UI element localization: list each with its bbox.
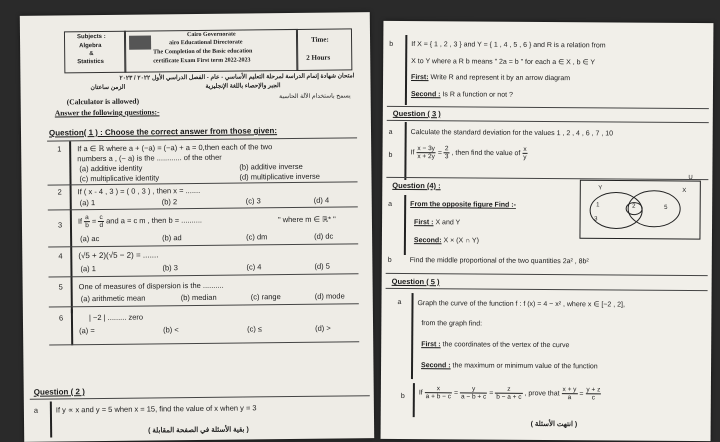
q4-first: First : X and Y: [414, 219, 461, 227]
venn-element-2: 2: [632, 203, 636, 210]
q1-item-4-number: 4: [58, 251, 63, 261]
fraction-x: $\frac{x}{a + b - c}$: [425, 385, 452, 401]
q5-second: Second : the maximum or minimum value of the function: [421, 362, 598, 371]
q4-b-text: Find the middle proportional of the two quantities 2a² , 8b²: [409, 257, 589, 266]
q4-title: Question (4) :: [392, 180, 441, 191]
subject-3: Statistics: [77, 58, 104, 66]
q5-a-text: Graph the curve of the function f : f (x) = 4 − x² , where x ∈ [−2 , 2],: [417, 300, 625, 309]
q5-a-text2: from the graph find:: [421, 320, 483, 328]
q1-item-1-opt-a: (a) additive identity: [79, 163, 143, 174]
fraction-y: $\frac{y}{a - b + c}$: [460, 385, 487, 401]
q1-item-6-opt-d: (d) >: [315, 323, 331, 333]
q1-item-2-text: If ( x - 4 , 3 ) = ( 0 , 3 ) , then x = .......: [77, 185, 201, 197]
q1-item-3-opt-a: (a) ac: [80, 234, 100, 244]
subject-2: &: [89, 51, 94, 58]
q1-item-3-where: " where m ∈ ℝ* ": [277, 214, 336, 225]
q1-item-5-opt-b: (b) median: [180, 292, 217, 303]
q1-item-6-text: | −2 | ......... zero: [88, 312, 144, 323]
exam-page-right: [381, 21, 714, 441]
arabic-subject: الجبر والإحصاء باللغة الإنجليزية: [205, 83, 281, 90]
q1-item-3-stem: If $\frac{a}{b}$ = $\frac{c}{d}$ and a = c m , then b = ..........: [77, 213, 203, 230]
left-footer-note: ( بقية الأسئلة في الصفحة المقابلة ): [148, 426, 249, 435]
subjects-box: [64, 31, 126, 74]
q1-item-3-opt-b: (b) ad: [162, 233, 182, 243]
q5-first: First : the coordinates of the vertex of the curve: [421, 341, 570, 350]
venn-label-x: X: [682, 187, 687, 194]
fraction-z: $\frac{z}{b - a + c}$: [496, 385, 522, 401]
q5-b-label: b: [400, 392, 405, 401]
q1-item-5-text: One of measures of dispersion is the ..........: [78, 280, 224, 292]
q1-item-5-opt-d: (d) mode: [314, 291, 345, 301]
q2-title: Question ( 2 ): [33, 387, 85, 397]
venn-element-5: 5: [664, 204, 668, 211]
q1-item-1-text2: numbers a , (− a) is the ............ of the other: [77, 152, 222, 164]
completion-line: The Completion of the Basic education: [153, 48, 253, 56]
q1-item-2-opt-c: (c) 3: [245, 196, 261, 206]
q4-a-text: From the opposite figure Find :-: [410, 201, 516, 209]
q4-second: Second: X × (X ∩ Y): [413, 237, 479, 245]
fraction-q3-right: $\frac{2}{3}$: [444, 145, 449, 161]
arabic-time: الزمن ساعتان: [90, 84, 126, 92]
venn-set-y: [590, 192, 642, 228]
directorate: airo Educational Directorate: [169, 39, 243, 47]
right-footer-note: ( انتهت الأسئلة ): [530, 420, 578, 429]
fraction-q3-left: $\frac{x - 3y}{x + 2y}$: [417, 145, 435, 161]
q4-a-label: a: [388, 200, 393, 208]
venn-element-3: 3: [594, 216, 598, 223]
q1-item-4-text: (√5 + 2)(√5 − 2) = .......: [78, 250, 159, 261]
venn-label-y: Y: [598, 185, 603, 192]
q1-item-1-opt-b: (b) additive inverse: [239, 161, 303, 172]
q1-item-3-opt-d: (d) dc: [314, 231, 334, 241]
q5-a-label: a: [397, 298, 402, 306]
venn-label-u: U: [688, 174, 693, 182]
fraction-a-over-b: $\frac{a}{b}$: [85, 214, 89, 230]
arabic-title: امتحان شهادة إتمام الدراسة لمرحلة التعليم الأساسي - عام - الفصل الدراسي الأول ٢٠٢٢ / ٢٠٢٣: [119, 73, 355, 82]
q3-title: Question ( 3 ): [392, 108, 441, 119]
q1-item-3-number: 3: [57, 220, 63, 230]
title-box: [124, 29, 298, 73]
q1-title: Question( 1 ) : Choose the correct answer from those given:: [48, 126, 278, 138]
q1-item-5-opt-c: (c) range: [250, 292, 281, 302]
subject-1: Algebra: [79, 42, 102, 50]
q5-title: Question ( 5 ): [391, 276, 440, 287]
emblem-icon: [129, 35, 151, 49]
venn-element-1: 1: [596, 202, 600, 209]
q1-item-1-text: If a ∈ ℝ where a + (−a) = (−a) + a = 0,then each of the two: [77, 142, 273, 154]
q1-item-1-opt-d: (d) multiplicative inverse: [239, 171, 320, 182]
q1-item-1-number: 1: [57, 144, 62, 154]
q1-item-2-opt-a: (a) 1: [79, 198, 96, 208]
q5-b-text: If $\frac{x}{a + b - c}$ = $\frac{y}{a - b + c}$ = $\frac{z}{b - a + c}$ , prove that $\frac{x + y}{a}$ = $\frac{y + z}{c}$: [418, 385, 601, 402]
q1-item-4-opt-d: (d) 5: [314, 261, 330, 271]
q2-b-first: First: Write R and represent it by an arrow diagram: [411, 74, 571, 83]
q2-b-line1: If X = { 1 , 2 , 3 } and Y = { 1 , 4 , 5 , 6 } and R is a relation from: [411, 41, 606, 50]
q1-item-5-number: 5: [58, 282, 63, 292]
q3-b-label: b: [388, 151, 393, 159]
q2-b-label: b: [389, 40, 394, 48]
fraction-prove-right: $\frac{y + z}{c}$: [586, 386, 601, 402]
arabic-calc-note: يسمح باستخدام الآلة الحاسبة: [279, 93, 351, 101]
q1-item-6-opt-b: (b) <: [163, 325, 179, 335]
subjects-label: Subjects :: [76, 33, 106, 41]
fraction-x-over-y: $\frac{x}{y}$: [523, 145, 527, 161]
q1-item-6-number: 6: [58, 313, 64, 323]
q1-item-6-opt-a: (a) =: [79, 326, 95, 336]
q1-item-4-opt-b: (b) 3: [162, 263, 178, 273]
q1-item-2-opt-d: (d) 4: [313, 195, 330, 205]
q1-item-2-opt-b: (b) 2: [161, 197, 178, 207]
q1-item-3-opt-c: (c) dm: [246, 232, 268, 242]
venn-set-x: [628, 191, 680, 227]
fraction-c-over-d: $\frac{c}{d}$: [99, 213, 104, 230]
time-box: [296, 28, 352, 71]
q1-item-1-opt-c: (c) multiplicative identity: [79, 173, 160, 184]
q1-item-6-opt-c: (c) ≤: [247, 324, 263, 334]
time-label: Time:: [311, 35, 329, 44]
fraction-prove-left: $\frac{x + y}{a}$: [562, 386, 577, 402]
q1-item-4-opt-c: (c) 4: [246, 262, 262, 272]
instruction: Answer the following questions:-: [54, 107, 160, 118]
q2-a-label: a: [33, 405, 39, 415]
q1-item-4-opt-a: (a) 1: [80, 264, 96, 274]
q2-a-text: If y ∝ x and y = 5 when x = 15, find the value of x when y = 3: [55, 403, 257, 415]
exam-page-left: [20, 12, 374, 442]
q1-item-2-number: 2: [57, 187, 62, 197]
q3-a-label: a: [388, 128, 393, 136]
time-value: 2 Hours: [306, 53, 331, 62]
q2-b-line2: X to Y where a R b means " 2a = b " for each a ∈ X , b ∈ Y: [411, 58, 596, 67]
calculator-note: (Calculator is allowed): [66, 96, 140, 107]
q2-b-second: Second : Is R a function or not ?: [410, 91, 513, 99]
q3-b-text: If $\frac{x - 3y}{x + 2y}$ = $\frac{2}{3}$ , then find the value of $\frac{x}{y}$: [410, 145, 527, 161]
q1-item-5-opt-a: (a) arithmetic mean: [80, 293, 146, 304]
governorate: Cairo Governorate: [186, 31, 236, 39]
q3-a-text: Calculate the standard deviation for the values 1 , 2 , 4 , 6 , 7 , 10: [410, 129, 614, 138]
exam-line: certificate Exam First term 2022-2023: [153, 57, 251, 65]
q4-b-label: b: [387, 256, 392, 264]
